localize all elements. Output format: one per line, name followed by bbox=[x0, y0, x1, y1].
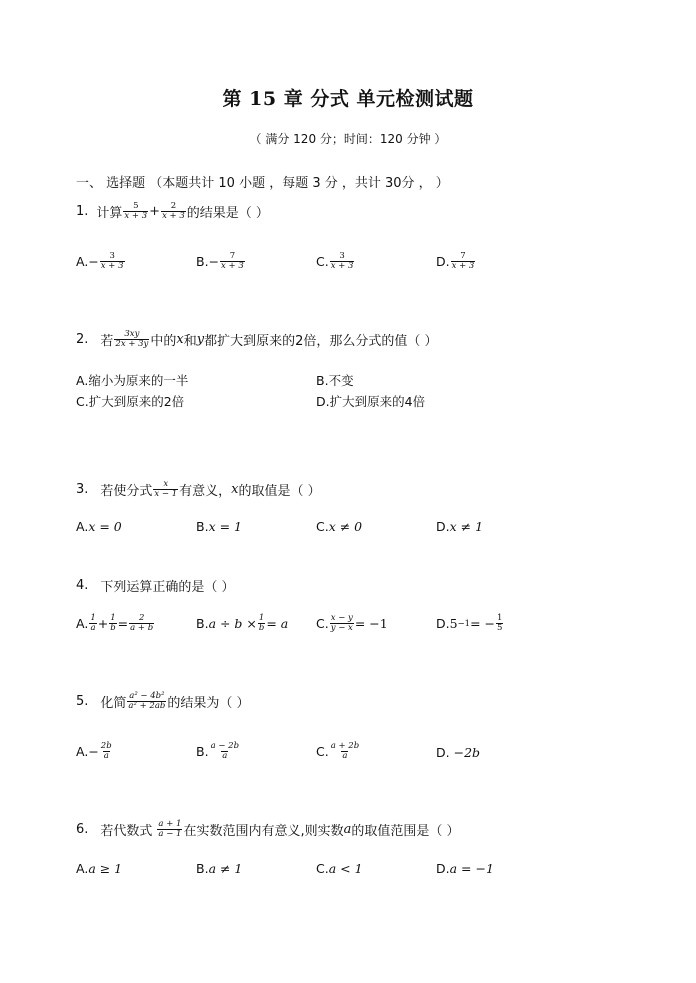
question-1 bbox=[76, 202, 269, 222]
fraction bbox=[89, 614, 96, 634]
option-c[interactable] bbox=[316, 742, 361, 762]
option-c[interactable] bbox=[316, 252, 355, 272]
option-expression: x ≠ 1 bbox=[449, 519, 484, 534]
question-stem: 下列运算正确的是（ ） bbox=[100, 580, 235, 595]
option-a[interactable] bbox=[76, 614, 155, 634]
denominator: a² + 2ab bbox=[128, 701, 166, 712]
option-label: C. bbox=[316, 744, 329, 760]
exam-info: （ 满分 120 分；时间：120 分钟 ） bbox=[249, 132, 447, 146]
option-text: 不变 bbox=[328, 373, 354, 388]
option-label: B. bbox=[196, 254, 209, 270]
option-label: B. bbox=[196, 744, 209, 760]
fraction bbox=[330, 614, 354, 634]
question-stem: 在实数范围内有意义,则实数 bbox=[183, 824, 344, 840]
question-stem: 若使分式 bbox=[100, 484, 153, 500]
option-label: D. bbox=[436, 745, 450, 760]
denominator: y − x bbox=[330, 623, 353, 634]
denominator: x + 3 bbox=[100, 261, 124, 272]
option-b[interactable] bbox=[316, 371, 354, 389]
option-b[interactable] bbox=[196, 861, 242, 876]
numerator: 1 bbox=[90, 613, 96, 623]
denominator: b bbox=[110, 623, 116, 634]
operator: + bbox=[97, 616, 109, 632]
option-label: C. bbox=[316, 254, 329, 270]
option-expression: x = 0 bbox=[88, 519, 122, 534]
denominator: a bbox=[103, 751, 109, 762]
option-d[interactable] bbox=[436, 252, 476, 272]
option-label: A. bbox=[76, 519, 89, 534]
question-stem: 计算 bbox=[96, 206, 123, 222]
option-label: B. bbox=[196, 861, 209, 876]
question-number: 4. bbox=[76, 578, 89, 593]
numerator: 3xy bbox=[124, 329, 140, 339]
fraction bbox=[161, 202, 186, 222]
question-stem: 有意义， bbox=[179, 484, 232, 500]
question-3 bbox=[76, 480, 321, 500]
option-label: A. bbox=[76, 616, 89, 632]
option-label: B. bbox=[196, 519, 209, 534]
numerator: a + 2b bbox=[330, 741, 360, 751]
question-stem: 若 bbox=[100, 334, 114, 350]
option-text: 扩大到原来的2倍 bbox=[88, 394, 185, 409]
fraction bbox=[100, 252, 125, 272]
question-2 bbox=[76, 330, 438, 350]
numerator: x bbox=[163, 479, 169, 489]
numerator: a + 1 bbox=[158, 819, 182, 829]
option-label: C. bbox=[76, 393, 89, 409]
denominator: x + 3 bbox=[124, 211, 148, 222]
fraction bbox=[109, 614, 116, 634]
fraction bbox=[258, 614, 265, 634]
numerator: 2 bbox=[138, 613, 145, 623]
numerator: a − 2b bbox=[210, 741, 240, 751]
option-label: D. bbox=[436, 861, 450, 876]
option-text: 缩小为原来的一半 bbox=[88, 373, 189, 388]
denominator: b bbox=[258, 623, 265, 634]
denominator: 2x + 3y bbox=[115, 339, 149, 350]
operator: = − bbox=[470, 616, 496, 632]
fraction bbox=[210, 742, 240, 762]
numerator: a² − 4b² bbox=[129, 691, 165, 701]
denominator: x − 1 bbox=[154, 489, 178, 500]
option-a[interactable] bbox=[76, 371, 188, 389]
fraction bbox=[123, 202, 148, 222]
option-d[interactable] bbox=[436, 519, 483, 534]
option-d[interactable] bbox=[436, 745, 480, 760]
option-d[interactable] bbox=[436, 861, 494, 876]
option-a[interactable] bbox=[76, 519, 122, 534]
numerator: 3 bbox=[339, 251, 345, 261]
numerator: 2b bbox=[100, 741, 112, 751]
sign: − bbox=[88, 744, 99, 760]
option-expression: x ≠ 0 bbox=[328, 519, 363, 534]
fraction bbox=[157, 820, 182, 840]
denominator: x + 3 bbox=[451, 261, 475, 272]
denominator: a − 1 bbox=[158, 829, 182, 840]
numerator: 5 bbox=[133, 201, 139, 211]
option-label: C. bbox=[316, 616, 329, 632]
question-4 bbox=[76, 576, 235, 595]
question-number: 5. bbox=[76, 694, 89, 710]
option-label: A. bbox=[76, 744, 89, 760]
question-stem: 的结果是（ ） bbox=[186, 206, 269, 222]
option-label: A. bbox=[76, 372, 89, 388]
option-c[interactable] bbox=[316, 519, 362, 534]
option-b[interactable] bbox=[196, 519, 242, 534]
numerator: 1 bbox=[110, 613, 116, 623]
option-expression: = −1 bbox=[354, 616, 388, 632]
numerator: 2 bbox=[170, 201, 177, 211]
numerator: 7 bbox=[229, 251, 236, 261]
question-number: 1. bbox=[76, 204, 89, 220]
question-stem: 的结果为（ ） bbox=[167, 696, 250, 712]
option-label: A. bbox=[76, 254, 89, 270]
option-expression: −2b bbox=[453, 745, 481, 760]
question-number: 6. bbox=[76, 822, 89, 838]
denominator: 5 bbox=[497, 623, 503, 634]
fraction bbox=[100, 742, 113, 762]
fraction bbox=[330, 742, 360, 762]
page-title: 第 15 章 分式 单元检测试题 bbox=[222, 88, 474, 110]
sign: − bbox=[88, 254, 99, 270]
option-expression: a ≠ 1 bbox=[208, 861, 243, 876]
fraction bbox=[129, 614, 154, 634]
operator: + bbox=[149, 204, 161, 220]
denominator: a bbox=[342, 751, 348, 762]
denominator: a bbox=[222, 751, 228, 762]
option-label: A. bbox=[76, 861, 89, 876]
fraction bbox=[330, 252, 355, 272]
question-stem: 的取值是（ ） bbox=[238, 484, 321, 500]
option-label: B. bbox=[196, 616, 209, 632]
option-text: 扩大到原来的4倍 bbox=[329, 394, 426, 409]
question-stem: 若代数式 bbox=[100, 824, 153, 840]
option-c[interactable] bbox=[316, 614, 388, 634]
option-b[interactable] bbox=[196, 742, 241, 762]
option-label: B. bbox=[316, 372, 329, 388]
denominator: x + 3 bbox=[221, 261, 244, 272]
question-stem: 和 bbox=[183, 334, 197, 350]
numerator: 1 bbox=[258, 613, 265, 623]
option-b[interactable] bbox=[196, 614, 288, 634]
denominator: a + b bbox=[130, 623, 154, 634]
question-stem: 都扩大到原来的2倍，那么分式的值（ ） bbox=[204, 334, 438, 350]
sign: − bbox=[208, 254, 220, 270]
option-label: D. bbox=[436, 254, 450, 270]
question-5 bbox=[76, 692, 249, 712]
option-expression: a = −1 bbox=[449, 861, 494, 876]
numerator: x − y bbox=[330, 613, 353, 623]
question-number: 2. bbox=[76, 332, 89, 348]
exponent: −1 bbox=[457, 618, 471, 629]
base: 5 bbox=[449, 616, 458, 632]
operator: = bbox=[117, 616, 129, 632]
numerator: 3 bbox=[109, 251, 115, 261]
option-expression: x = 1 bbox=[208, 519, 242, 534]
option-label: C. bbox=[316, 519, 329, 534]
section-heading: 一、 选择题 （本题共计 10 小题 ，每题 3 分 ，共计 30分 ， ） bbox=[76, 176, 449, 191]
option-expression: = a bbox=[266, 616, 289, 632]
fraction bbox=[127, 692, 166, 712]
fraction bbox=[451, 252, 476, 272]
numerator: 7 bbox=[460, 251, 466, 261]
variable: a bbox=[343, 822, 352, 838]
option-label: D. bbox=[316, 393, 330, 409]
question-stem: 化简 bbox=[100, 696, 127, 712]
question-number: 3. bbox=[76, 482, 89, 498]
fraction bbox=[153, 480, 178, 500]
option-expression: a ≥ 1 bbox=[88, 861, 123, 876]
numerator: 1 bbox=[497, 613, 503, 623]
option-c[interactable] bbox=[76, 392, 184, 410]
option-expression: a < 1 bbox=[328, 861, 363, 876]
option-label: C. bbox=[316, 861, 329, 876]
denominator: x + 3 bbox=[162, 211, 185, 222]
option-a[interactable] bbox=[76, 252, 126, 272]
question-stem: 的取值范围是（ ） bbox=[351, 824, 460, 840]
option-a[interactable] bbox=[76, 742, 114, 762]
variable: y bbox=[196, 332, 205, 348]
denominator: a bbox=[90, 623, 96, 634]
variable: x bbox=[231, 482, 239, 498]
variable: x bbox=[176, 332, 184, 348]
option-c[interactable] bbox=[316, 861, 363, 876]
option-d[interactable] bbox=[316, 392, 425, 410]
option-expression: a ÷ b × bbox=[208, 616, 257, 632]
question-stem: 中的 bbox=[150, 334, 177, 350]
option-label: D. bbox=[436, 616, 450, 632]
option-d[interactable] bbox=[436, 614, 504, 634]
denominator: x + 3 bbox=[330, 261, 354, 272]
fraction bbox=[114, 330, 149, 350]
fraction bbox=[220, 252, 245, 272]
fraction bbox=[496, 614, 503, 634]
option-label: D. bbox=[436, 519, 450, 534]
option-a[interactable] bbox=[76, 861, 122, 876]
question-6 bbox=[76, 820, 459, 840]
option-b[interactable] bbox=[196, 252, 246, 272]
